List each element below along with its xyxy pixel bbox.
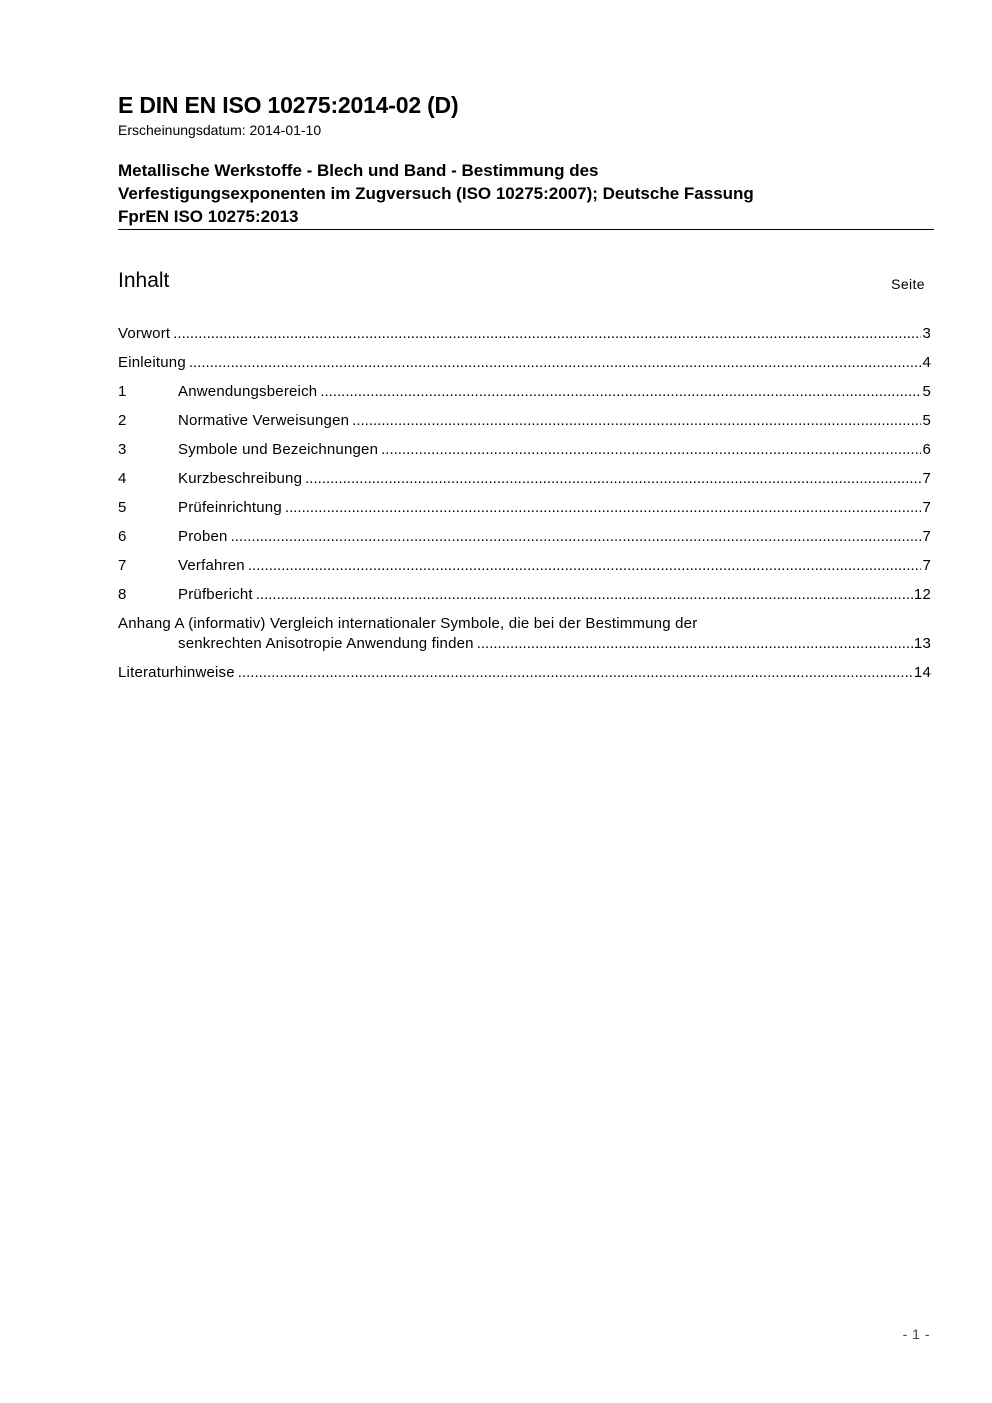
page-number: - 1 - [902,1326,930,1342]
subtitle-line: Verfestigungsexponenten im Zugversuch (ISO 10275:2007); Deutsche Fassung [118,184,754,203]
toc-leader-dots [477,634,913,654]
toc-entry-page: 7 [922,499,931,516]
toc-entry-number: 3 [118,441,127,458]
toc-leader-dots [238,663,913,683]
toc-entry-page: 6 [922,441,931,458]
subtitle-line: Metallische Werkstoffe - Blech und Band - Bestimmung des [118,161,599,180]
toc-entry-label: Prüfeinrichtung [178,499,282,516]
toc-entry-section-2[interactable] [118,411,931,440]
toc-entry-einleitung[interactable] [118,353,931,382]
toc-entry-label: Einleitung [118,354,186,371]
toc-entry-section-6[interactable] [118,527,931,556]
toc-entry-number: 4 [118,470,127,487]
subtitle-line: FprEN ISO 10275:2013 [118,207,299,226]
toc-leader-dots [305,469,921,489]
toc-page-column-label: Seite [891,276,925,292]
toc-entry-section-5[interactable] [118,498,931,527]
toc-leader-dots [231,527,922,547]
toc-annex-title-line: Anhang A (informativ) Vergleich internationaler Symbole, die bei der Bestimmung der [118,615,698,632]
toc-leader-dots [352,411,921,431]
toc-entry-label: Anwendungsbereich [178,383,318,400]
toc-entry-label: Normative Verweisungen [178,412,350,429]
toc-entry-section-1[interactable] [118,382,931,411]
toc-entry-number: 6 [118,528,127,545]
table-of-contents [118,324,931,692]
toc-entry-section-7[interactable] [118,556,931,585]
toc-annex-title-continuation: senkrechten Anisotropie Anwendung finden [178,635,474,652]
toc-leader-dots [248,556,922,576]
toc-entry-literaturhinweise[interactable] [118,663,931,692]
toc-leader-dots [320,382,921,402]
toc-heading: Inhalt [118,269,170,292]
toc-entry-number: 7 [118,557,127,574]
toc-entry-label: Vorwort [118,325,171,342]
toc-entry-annex-a[interactable] [118,614,931,663]
toc-entry-label: Literaturhinweise [118,664,235,681]
toc-entry-section-4[interactable] [118,469,931,498]
toc-entry-page: 5 [922,412,931,429]
toc-leader-dots [285,498,922,518]
toc-entry-number: 1 [118,383,127,400]
toc-entry-label: Prüfbericht [178,586,253,603]
toc-entry-label: Verfahren [178,557,245,574]
toc-entry-page: 14 [913,664,931,681]
toc-entry-page: 7 [922,470,931,487]
toc-entry-page: 4 [922,354,931,371]
toc-entry-page: 7 [922,557,931,574]
toc-leader-dots [256,585,913,605]
toc-entry-page: 12 [913,586,931,603]
document-subtitle [118,159,933,228]
toc-entry-page: 5 [922,383,931,400]
toc-entry-label: Symbole und Bezeichnungen [178,441,379,458]
toc-entry-number: 5 [118,499,127,516]
toc-leader-dots [381,440,921,460]
toc-entry-vorwort[interactable] [118,324,931,353]
toc-entry-page: 7 [922,528,931,545]
toc-entry-number: 2 [118,412,127,429]
toc-leader-dots [189,353,922,373]
toc-entry-number: 8 [118,586,127,603]
document-title: E DIN EN ISO 10275:2014-02 (D) [118,92,459,118]
toc-leader-dots [173,324,921,344]
toc-entry-label: Kurzbeschreibung [178,470,303,487]
publication-date: Erscheinungsdatum: 2014-01-10 [118,122,322,138]
toc-entry-label: Proben [178,528,228,545]
toc-entry-page: 3 [922,325,931,342]
toc-entry-page: 13 [913,635,931,652]
title-divider [118,229,934,230]
toc-entry-section-8[interactable] [118,585,931,614]
toc-entry-section-3[interactable] [118,440,931,469]
